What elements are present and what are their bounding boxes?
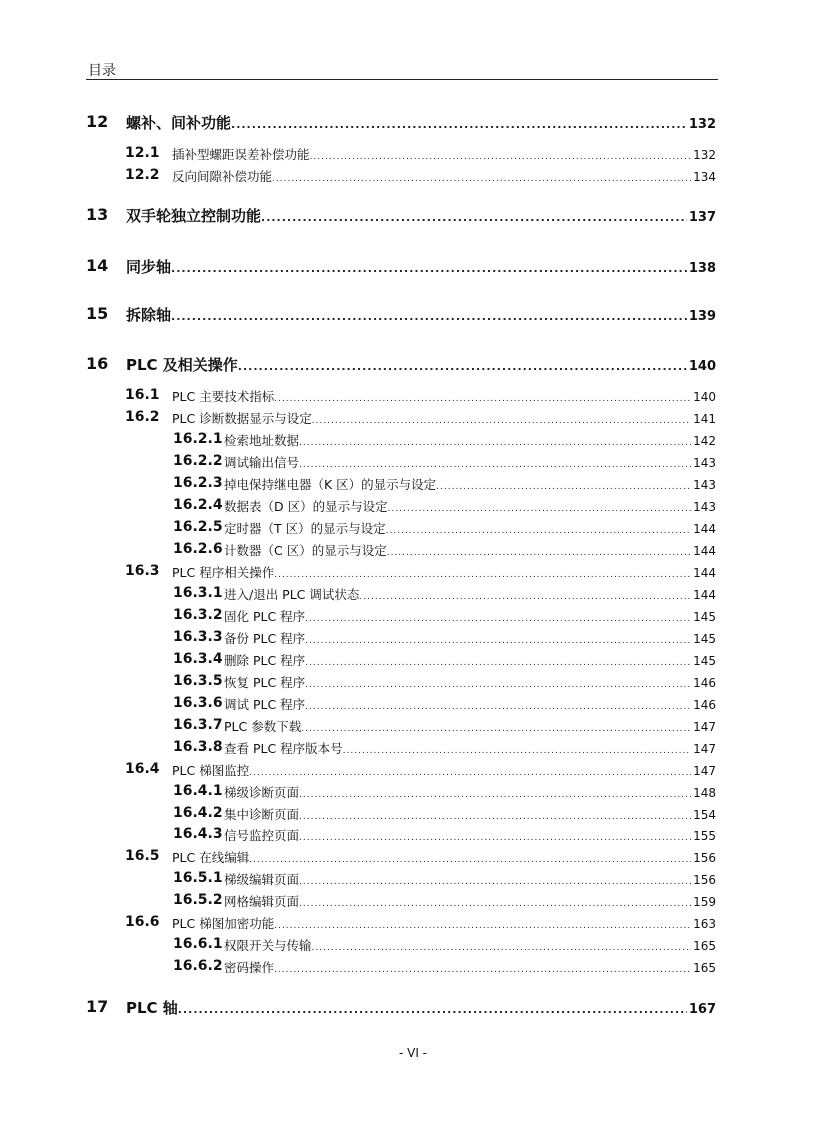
toc-section-number: 16.6.1 xyxy=(173,936,223,952)
toc-section-number: 14 xyxy=(86,256,109,275)
toc-section-number: 16.2.3 xyxy=(173,475,223,491)
dot-leader xyxy=(171,262,687,275)
toc-section-title[interactable]: 计数器（C 区）的显示与设定 xyxy=(224,543,387,558)
toc-page-number: 163 xyxy=(693,917,716,931)
toc-section-title[interactable]: 恢复 PLC 程序 xyxy=(224,675,306,690)
toc-page-number: 156 xyxy=(693,851,716,865)
toc-section-title[interactable]: 双手轮独立控制功能 xyxy=(126,207,262,225)
toc-section-title[interactable]: 进入/退出 PLC 调试状态 xyxy=(224,587,360,602)
dot-leader xyxy=(299,438,691,448)
toc-section-title[interactable]: 定时器（T 区）的显示与设定 xyxy=(224,521,386,536)
page-number: - VI - xyxy=(398,1046,428,1060)
toc-section-number: 16.5.2 xyxy=(173,892,223,908)
toc-section-title[interactable]: PLC 诊断数据显示与设定 xyxy=(172,411,312,426)
toc-section-number: 16.4.3 xyxy=(173,826,223,842)
toc-page-number: 165 xyxy=(693,939,716,953)
toc-page-number: 165 xyxy=(693,961,716,975)
toc-section-number: 16 xyxy=(86,354,109,373)
toc-section-number: 16.3.8 xyxy=(173,739,223,755)
toc-page-number: 145 xyxy=(693,632,716,646)
toc-page-number: 140 xyxy=(688,359,716,374)
toc-section-number: 16.4.2 xyxy=(173,805,223,821)
dot-leader xyxy=(261,211,687,224)
toc-page-number: 140 xyxy=(693,390,716,404)
toc-section-title[interactable]: PLC 主要技术指标 xyxy=(172,389,275,404)
toc-section-title[interactable]: 反向间隙补偿功能 xyxy=(172,169,273,184)
toc-section-title[interactable]: PLC 梯图加密功能 xyxy=(172,916,275,931)
toc-section-title[interactable]: 备份 PLC 程序 xyxy=(224,631,306,646)
toc-page-number: 132 xyxy=(693,148,716,162)
toc-page-number: 159 xyxy=(693,895,716,909)
toc-section-number: 15 xyxy=(86,304,109,323)
toc-section-number: 16.3.3 xyxy=(173,629,223,645)
dot-leader xyxy=(299,899,691,909)
toc-section-title[interactable]: 螺补、间补功能 xyxy=(126,114,232,132)
dot-leader xyxy=(305,680,691,690)
toc-section-number: 16.6 xyxy=(125,914,160,930)
dot-leader xyxy=(299,877,691,887)
toc-section-title[interactable]: PLC 参数下载 xyxy=(224,719,302,734)
toc-page-number: 145 xyxy=(693,654,716,668)
dot-leader xyxy=(272,174,691,184)
toc-page-number: 154 xyxy=(693,808,716,822)
toc-page-number: 144 xyxy=(693,544,716,558)
toc-section-number: 16.3.6 xyxy=(173,695,223,711)
dot-leader xyxy=(238,360,687,373)
toc-section-number: 12.1 xyxy=(125,145,160,161)
toc-page-number: 143 xyxy=(693,478,716,492)
dot-leader xyxy=(274,921,691,931)
toc-section-title[interactable]: 调试输出信号 xyxy=(224,455,300,470)
toc-section-number: 16.1 xyxy=(125,387,160,403)
toc-section-title[interactable]: 检索地址数据 xyxy=(224,433,300,448)
dot-leader xyxy=(231,118,687,131)
toc-section-number: 16.3.1 xyxy=(173,585,223,601)
dot-leader xyxy=(305,658,691,668)
toc-section-title[interactable]: PLC 在线编辑 xyxy=(172,850,250,865)
toc-page-number: 143 xyxy=(693,456,716,470)
toc-section-title[interactable]: 梯级编辑页面 xyxy=(224,872,300,887)
dot-leader xyxy=(387,548,691,558)
toc-page-number: 155 xyxy=(693,829,716,843)
toc-section-number: 17 xyxy=(86,997,109,1016)
dot-leader xyxy=(299,812,691,822)
toc-section-title[interactable]: 密码操作 xyxy=(224,960,275,975)
dot-leader xyxy=(305,702,691,712)
toc-section-title[interactable]: 插补型螺距误差补偿功能 xyxy=(172,147,310,162)
toc-section-number: 16.3 xyxy=(125,563,160,579)
toc-page-number: 137 xyxy=(688,210,716,225)
toc-section-title[interactable]: 数据表（D 区）的显示与设定 xyxy=(224,499,388,514)
toc-section-title[interactable]: PLC 轴 xyxy=(126,999,178,1017)
toc-section-number: 16.4.1 xyxy=(173,783,223,799)
toc-page-number: 144 xyxy=(693,522,716,536)
toc-section-title[interactable]: 拆除轴 xyxy=(126,306,172,324)
toc-section-number: 16.6.2 xyxy=(173,958,223,974)
toc-section-title[interactable]: 掉电保持继电器（K 区）的显示与设定 xyxy=(224,477,437,492)
dot-leader xyxy=(359,592,691,602)
dot-leader xyxy=(274,394,691,404)
toc-section-title[interactable]: 同步轴 xyxy=(126,258,172,276)
toc-section-number: 16.3.4 xyxy=(173,651,223,667)
dot-leader xyxy=(249,855,691,865)
toc-page-number: 146 xyxy=(693,676,716,690)
toc-section-number: 16.2 xyxy=(125,409,160,425)
dot-leader xyxy=(312,416,691,426)
toc-section-title[interactable]: 固化 PLC 程序 xyxy=(224,609,306,624)
toc-section-title[interactable]: 查看 PLC 程序版本号 xyxy=(224,741,343,756)
toc-section-number: 16.3.2 xyxy=(173,607,223,623)
toc-page-number: 145 xyxy=(693,610,716,624)
toc-page-number: 144 xyxy=(693,588,716,602)
dot-leader xyxy=(343,746,691,756)
toc-section-title[interactable]: PLC 梯图监控 xyxy=(172,763,250,778)
dot-leader xyxy=(274,965,691,975)
toc-section-title[interactable]: 调试 PLC 程序 xyxy=(224,697,306,712)
toc-section-number: 16.2.4 xyxy=(173,497,223,513)
toc-page-number: 148 xyxy=(693,786,716,800)
dot-leader xyxy=(301,724,691,734)
toc-page-number: 167 xyxy=(688,1002,716,1017)
toc-section-number: 16.2.6 xyxy=(173,541,223,557)
dot-leader xyxy=(436,482,691,492)
toc-section-title[interactable]: PLC 及相关操作 xyxy=(126,356,238,374)
toc-section-number: 16.3.7 xyxy=(173,717,223,733)
dot-leader xyxy=(305,636,691,646)
toc-page-number: 147 xyxy=(693,764,716,778)
toc-section-number: 12.2 xyxy=(125,167,160,183)
dot-leader xyxy=(299,790,691,800)
toc-section-title[interactable]: 信号监控页面 xyxy=(224,828,300,843)
toc-section-number: 16.5 xyxy=(125,848,160,864)
toc-section-title[interactable]: 删除 PLC 程序 xyxy=(224,653,306,668)
toc-page-number: 141 xyxy=(693,412,716,426)
toc-section-title[interactable]: 集中诊断页面 xyxy=(224,807,300,822)
dot-leader xyxy=(388,504,691,514)
toc-section-number: 12 xyxy=(86,112,109,131)
toc-section-title[interactable]: PLC 程序相关操作 xyxy=(172,565,275,580)
toc-section-number: 16.5.1 xyxy=(173,870,223,886)
toc-page-number: 143 xyxy=(693,500,716,514)
dot-leader xyxy=(310,152,692,162)
running-header: 目录 xyxy=(88,63,116,79)
toc-page-number: 138 xyxy=(688,261,716,276)
dot-leader xyxy=(299,833,691,843)
toc-section-number: 13 xyxy=(86,205,109,224)
toc-page-number: 142 xyxy=(693,434,716,448)
dot-leader xyxy=(305,614,691,624)
dot-leader xyxy=(171,310,687,323)
toc-page-number: 144 xyxy=(693,566,716,580)
toc-section-title[interactable]: 权限开关与传输 xyxy=(224,938,312,953)
toc-page-number: 147 xyxy=(693,720,716,734)
toc-page-number: 132 xyxy=(688,117,716,132)
dot-leader xyxy=(312,943,692,953)
toc-section-title[interactable]: 梯级诊断页面 xyxy=(224,785,300,800)
toc-section-title[interactable]: 网格编辑页面 xyxy=(224,894,300,909)
toc-page-number: 139 xyxy=(688,309,716,324)
toc-page-number: 147 xyxy=(693,742,716,756)
toc-section-number: 16.3.5 xyxy=(173,673,223,689)
toc-section-number: 16.2.2 xyxy=(173,453,223,469)
toc-page-number: 134 xyxy=(693,170,716,184)
toc-section-number: 16.2.5 xyxy=(173,519,223,535)
dot-leader xyxy=(249,768,691,778)
toc-page-number: 156 xyxy=(693,873,716,887)
dot-leader xyxy=(386,526,691,536)
dot-leader xyxy=(178,1003,687,1016)
toc-section-number: 16.4 xyxy=(125,761,160,777)
header-divider xyxy=(86,79,718,80)
dot-leader xyxy=(299,460,691,470)
toc-page-number: 146 xyxy=(693,698,716,712)
toc-section-number: 16.2.1 xyxy=(173,431,223,447)
dot-leader xyxy=(274,570,691,580)
